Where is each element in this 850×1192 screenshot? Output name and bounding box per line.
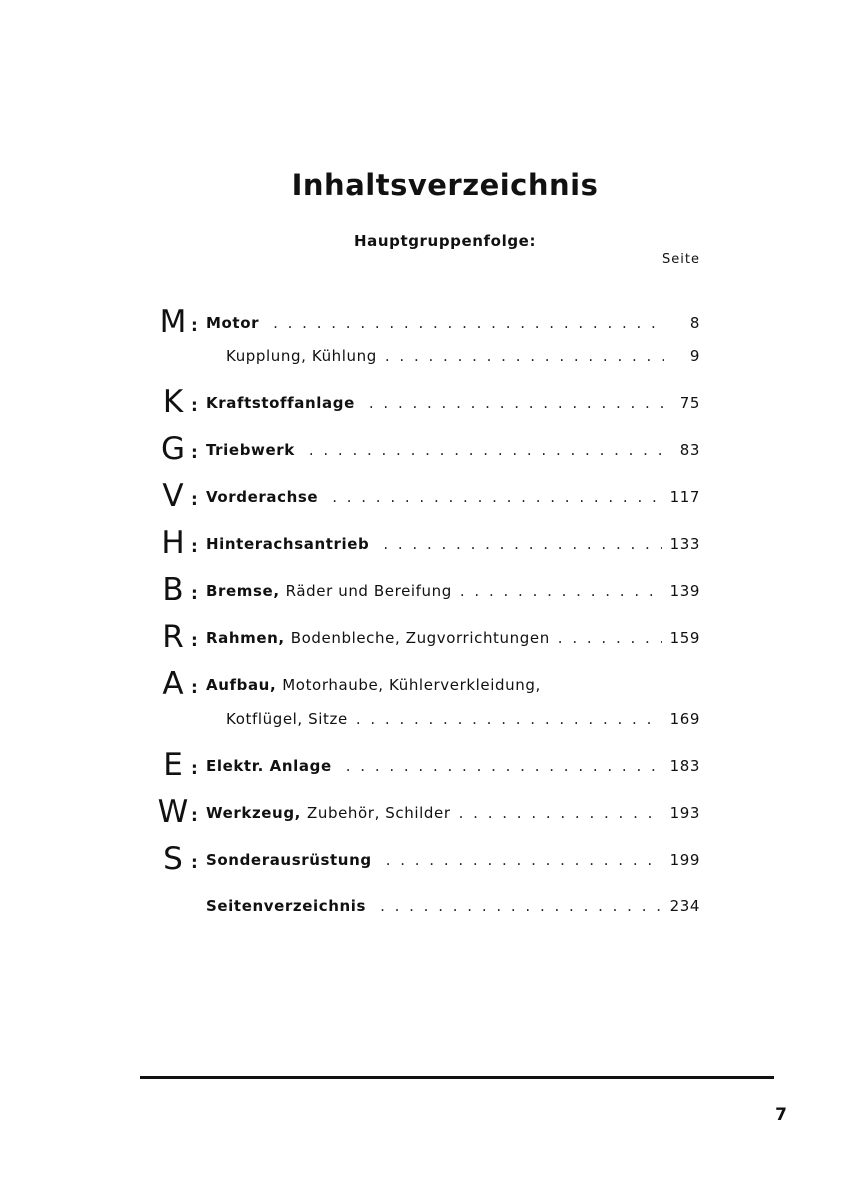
entry-page: 117 bbox=[669, 488, 700, 506]
group-colon: : bbox=[191, 396, 198, 416]
entry-subtitle: Motorhaube, Kühlerverkleidung, bbox=[282, 676, 541, 694]
toc-entry-motor bbox=[155, 304, 700, 342]
group-colon: : bbox=[191, 806, 198, 826]
page-number: 7 bbox=[775, 1105, 787, 1125]
entry-line bbox=[206, 439, 700, 461]
toc-entry-rahmen bbox=[155, 619, 700, 657]
group-colon: : bbox=[191, 853, 198, 873]
entry-title: Triebwerk bbox=[206, 441, 295, 459]
entry-page: 75 bbox=[679, 394, 700, 412]
toc-entry-aufbau bbox=[155, 666, 700, 704]
group-colon: : bbox=[191, 443, 198, 463]
entry-line bbox=[206, 392, 700, 414]
group-letter: M bbox=[159, 304, 187, 340]
group-letter: B bbox=[162, 572, 184, 608]
footer-rule bbox=[140, 1076, 774, 1079]
entry-line bbox=[226, 345, 700, 367]
entry-page: 234 bbox=[669, 897, 700, 915]
entry-page: 183 bbox=[669, 757, 700, 775]
entry-subtitle: Kupplung, Kühlung bbox=[226, 347, 377, 365]
group-letter: A bbox=[162, 666, 184, 702]
leader-dots bbox=[385, 345, 664, 367]
leader-dots bbox=[369, 392, 664, 414]
entry-page: 83 bbox=[679, 441, 700, 459]
group-colon: : bbox=[191, 759, 198, 779]
entry-title: Bremse, bbox=[206, 582, 280, 600]
group-letter: E bbox=[163, 747, 183, 783]
entry-title: Werkzeug, bbox=[206, 804, 301, 822]
section-subtitle: Hauptgruppenfolge: bbox=[353, 232, 537, 250]
entry-title: Hinterachsantrieb bbox=[206, 535, 370, 553]
group-letter: W bbox=[157, 794, 189, 830]
entry-title: Sonderausrüstung bbox=[206, 851, 372, 869]
group-colon: : bbox=[191, 631, 198, 651]
entry-line bbox=[206, 580, 700, 602]
entry-line bbox=[206, 627, 700, 649]
leader-dots bbox=[332, 486, 661, 508]
leader-dots bbox=[386, 849, 662, 871]
toc-entry-triebwerk bbox=[155, 431, 700, 469]
group-colon: : bbox=[191, 537, 198, 557]
entry-page: 9 bbox=[689, 347, 700, 365]
leader-dots bbox=[346, 755, 662, 777]
group-colon: : bbox=[191, 316, 198, 336]
entry-page: 139 bbox=[669, 582, 700, 600]
entry-page: 199 bbox=[669, 851, 700, 869]
group-colon: : bbox=[191, 678, 198, 698]
entry-title: Kraftstoffanlage bbox=[206, 394, 355, 412]
entry-line bbox=[206, 486, 700, 508]
toc-entry-kotfluegel bbox=[155, 708, 700, 738]
entry-line bbox=[206, 312, 700, 334]
group-colon: : bbox=[191, 490, 198, 510]
entry-subtitle: Zubehör, Schilder bbox=[306, 804, 451, 822]
toc-entry-bremse bbox=[155, 572, 700, 610]
entry-page: 8 bbox=[689, 314, 700, 332]
entry-page: 193 bbox=[669, 804, 700, 822]
toc-entry-seitenverzeichnis bbox=[155, 895, 700, 925]
entry-subtitle: Kotflügel, Sitze bbox=[226, 710, 348, 728]
leader-dots bbox=[356, 708, 662, 730]
toc-entry-hinterachsantrieb bbox=[155, 525, 700, 563]
leader-dots bbox=[558, 627, 662, 649]
entry-title: Elektr. Anlage bbox=[206, 757, 332, 775]
toc-entry-sonderausruestung bbox=[155, 841, 700, 879]
page-title: Inhaltsverzeichnis bbox=[291, 168, 599, 202]
entry-page: 169 bbox=[669, 710, 700, 728]
toc-entry-werkzeug bbox=[155, 794, 700, 832]
entry-line bbox=[206, 802, 700, 824]
entry-line bbox=[206, 895, 700, 917]
entry-line bbox=[206, 849, 700, 871]
group-letter: K bbox=[162, 384, 184, 420]
leader-dots bbox=[383, 533, 661, 555]
entry-title: Motor bbox=[206, 314, 260, 332]
toc-entry-kupplung bbox=[155, 345, 700, 375]
entry-page: 159 bbox=[669, 629, 700, 647]
entry-title: Rahmen, bbox=[206, 629, 285, 647]
group-letter: H bbox=[161, 525, 185, 561]
leader-dots bbox=[273, 312, 664, 334]
group-letter: R bbox=[162, 619, 184, 655]
entry-line bbox=[206, 674, 700, 696]
entry-title: Seitenverzeichnis bbox=[206, 897, 367, 915]
entry-subtitle: Räder und Bereifung bbox=[285, 582, 452, 600]
group-colon: : bbox=[191, 584, 198, 604]
group-letter: G bbox=[160, 431, 186, 467]
entry-subtitle: Bodenbleche, Zugvorrichtungen bbox=[290, 629, 550, 647]
page-column-label: Seite bbox=[662, 252, 700, 267]
leader-dots bbox=[309, 439, 664, 461]
entry-line bbox=[226, 708, 700, 730]
leader-dots bbox=[460, 580, 662, 602]
toc-entry-elektrik bbox=[155, 747, 700, 785]
entry-page: 133 bbox=[669, 535, 700, 553]
leader-dots bbox=[459, 802, 662, 824]
toc-entry-kraftstoffanlage bbox=[155, 384, 700, 422]
entry-title: Vorderachse bbox=[206, 488, 319, 506]
entry-line bbox=[206, 755, 700, 777]
group-letter: S bbox=[163, 841, 183, 877]
leader-dots bbox=[380, 895, 662, 917]
toc-entry-vorderachse bbox=[155, 478, 700, 516]
group-letter: V bbox=[162, 478, 184, 514]
entry-line bbox=[206, 533, 700, 555]
entry-title: Aufbau, bbox=[206, 676, 277, 694]
